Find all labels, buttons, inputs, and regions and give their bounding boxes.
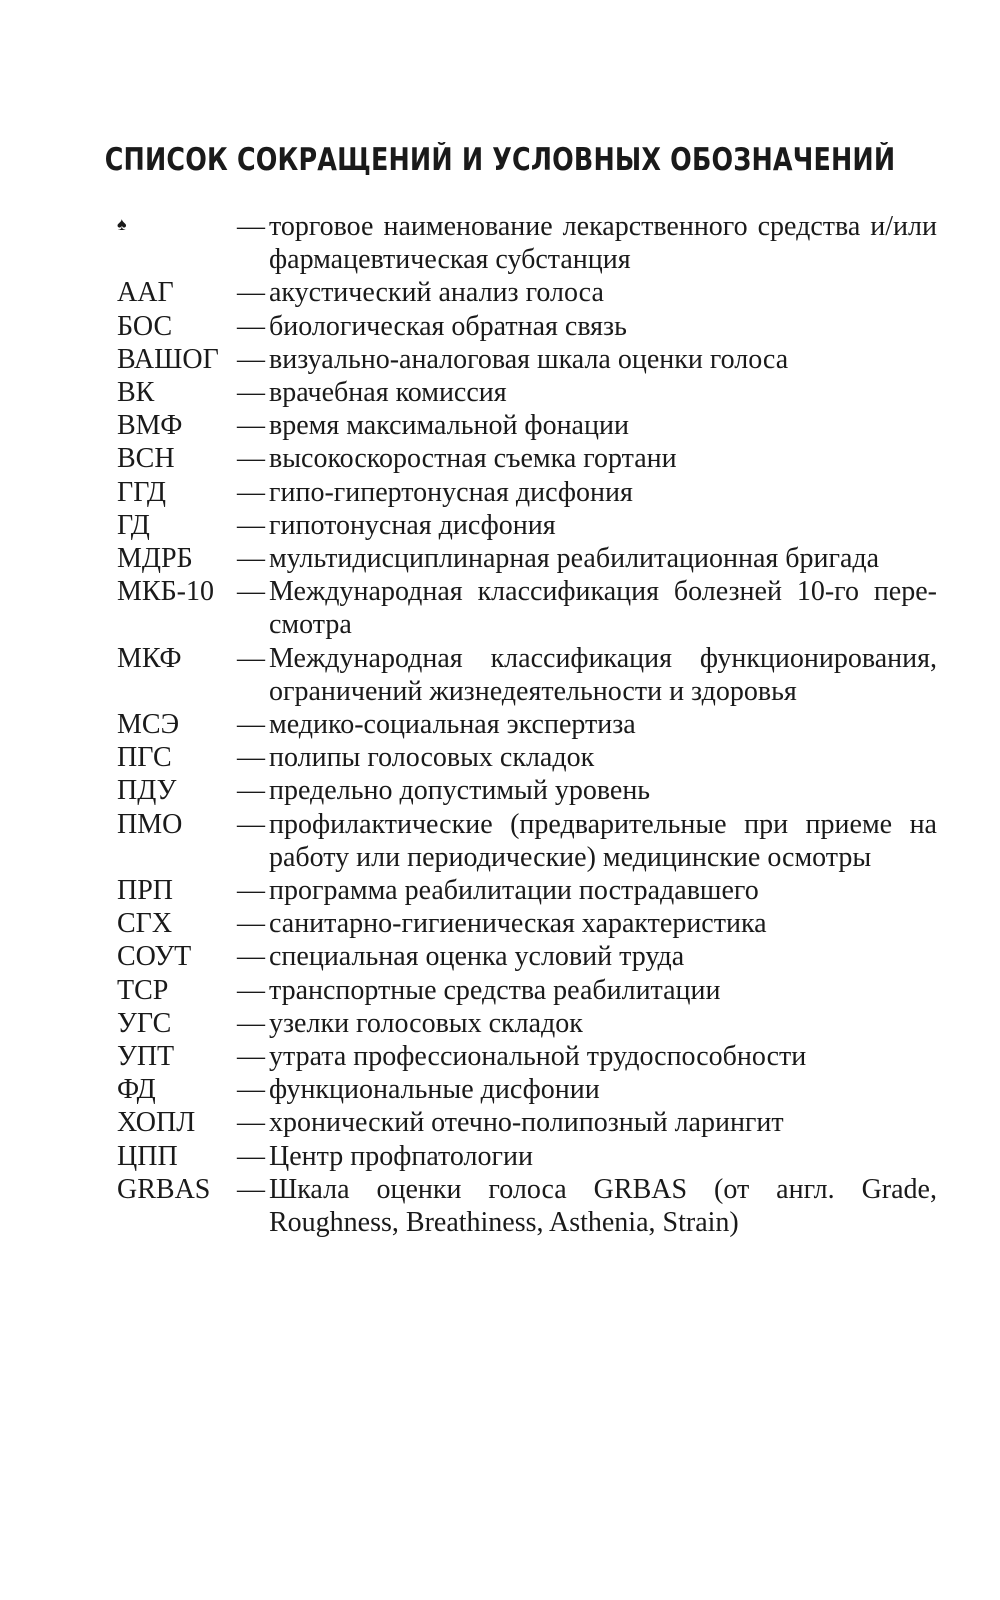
definition: санитарно-гигиеническая характеристика: [269, 908, 767, 940]
abbreviation: МСЭ: [117, 709, 180, 741]
dash-separator: —: [237, 742, 265, 774]
abbreviation-list: [117, 210, 937, 1239]
definition: Шкала оценки голоса GRBAS (от англ. Grade, Roughness, Breathiness, Asthenia, Strain): [269, 1173, 937, 1239]
dash-separator: —: [237, 377, 265, 409]
dash-separator: —: [237, 509, 265, 541]
abbreviation: ЦПП: [117, 1140, 178, 1172]
list-item: [117, 409, 937, 442]
abbreviation: GRBAS: [117, 1173, 211, 1205]
page-title: СПИСОК СОКРАЩЕНИЙ И УСЛОВНЫХ ОБОЗНАЧЕНИЙ: [104, 142, 896, 178]
dash-separator: —: [237, 543, 265, 575]
abbreviation: ТСР: [117, 974, 169, 1006]
dash-separator: —: [237, 775, 265, 807]
dash-separator: —: [237, 908, 265, 940]
definition: торговое наименование лекарственного средства и/или фармацевтическая субстанция: [269, 211, 937, 276]
dash-separator: —: [237, 410, 265, 442]
abbreviation: ВК: [117, 377, 155, 409]
dash-separator: —: [237, 642, 265, 674]
definition: биологическая обратная связь: [269, 310, 627, 342]
dash-separator: —: [237, 1140, 265, 1172]
list-item: [117, 907, 937, 940]
dash-separator: —: [237, 443, 265, 475]
definition: высокоскоростная съемка гортани: [269, 443, 677, 475]
abbreviation: СГХ: [117, 908, 173, 940]
definition: Международная классификация функционирования, ограничений жизнедеятельности и здоровья: [269, 642, 937, 707]
dash-separator: —: [237, 974, 265, 1006]
abbreviation: МКФ: [117, 642, 182, 674]
abbreviation: ВСН: [117, 443, 175, 475]
abbreviation: ААГ: [117, 277, 174, 309]
definition: Центр профпатологии: [269, 1140, 533, 1172]
dash-separator: —: [237, 1007, 265, 1039]
definition: хронический отечно-полипозный ларингит: [269, 1107, 784, 1139]
definition: Международная классификация болезней 10-го пересмотра: [269, 576, 937, 641]
dash-separator: —: [237, 875, 265, 907]
definition: полипы голосовых складок: [269, 742, 595, 774]
list-item: [117, 343, 937, 376]
definition: гипо-гипертонусная дисфония: [269, 476, 633, 508]
dash-separator: —: [237, 277, 265, 309]
list-item: [117, 1073, 937, 1106]
definition: функциональные дисфонии: [269, 1074, 600, 1106]
abbreviation: ВАШОГ: [117, 343, 219, 375]
list-item: [117, 310, 937, 343]
list-item: [117, 542, 937, 575]
abbreviation: ВМФ: [117, 410, 183, 442]
list-item: [117, 1106, 937, 1139]
abbreviation: МКБ-10: [117, 576, 214, 608]
definition: специальная оценка условий труда: [269, 941, 685, 973]
abbreviation: ГГД: [117, 476, 167, 508]
list-item: [117, 376, 937, 409]
list-item: [117, 874, 937, 907]
definition: визуально-аналоговая шкала оценки голоса: [269, 343, 789, 375]
dash-separator: —: [237, 343, 265, 375]
list-item: [117, 442, 937, 475]
dash-separator: —: [237, 808, 265, 840]
dash-separator: —: [237, 476, 265, 508]
dash-separator: —: [237, 576, 265, 608]
abbreviation: ХОПЛ: [117, 1107, 196, 1139]
definition: предельно допустимый уровень: [269, 775, 651, 807]
list-item: [117, 1007, 937, 1040]
list-item: [117, 509, 937, 542]
list-item: [117, 741, 937, 774]
list-item: [117, 1040, 937, 1073]
abbreviation: ФД: [117, 1074, 156, 1106]
list-item: [117, 1140, 937, 1173]
abbreviation: ПМО: [117, 808, 183, 840]
list-item: [117, 642, 937, 708]
list-item: [117, 940, 937, 973]
definition: мультидисциплинарная реабилитационная бригада: [269, 543, 880, 575]
list-item: [117, 210, 937, 276]
abbreviation: ПРП: [117, 875, 174, 907]
definition: гипотонусная дисфония: [269, 509, 556, 541]
abbreviation: ГД: [117, 509, 150, 541]
list-item: [117, 276, 937, 309]
list-item: [117, 974, 937, 1007]
dash-separator: —: [237, 941, 265, 973]
abbreviation: ПДУ: [117, 775, 177, 807]
definition: время максимальной фонации: [269, 410, 629, 442]
definition: врачебная комиссия: [269, 377, 507, 409]
abbreviation: СОУТ: [117, 941, 192, 973]
list-item: [117, 1173, 937, 1239]
definition: профилактические (предварительные при приеме на работу или периодические) медицинские осмотры: [269, 808, 937, 873]
dash-separator: —: [237, 211, 265, 242]
definition: узелки голосовых складок: [269, 1007, 583, 1039]
abbreviation: УПТ: [117, 1041, 175, 1073]
definition: медико-социальная экспертиза: [269, 709, 636, 741]
definition: транспортные средства реабилитации: [269, 974, 721, 1006]
abbreviation: МДРБ: [117, 543, 193, 575]
dash-separator: —: [237, 310, 265, 342]
abbreviation: ♠: [117, 214, 127, 234]
abbreviation: УГС: [117, 1007, 172, 1039]
list-item: [117, 808, 937, 874]
abbreviation: ПГС: [117, 742, 172, 774]
list-item: [117, 575, 937, 641]
dash-separator: —: [237, 1041, 265, 1073]
list-item: [117, 476, 937, 509]
abbreviation: БОС: [117, 310, 173, 342]
list-item: [117, 774, 937, 807]
dash-separator: —: [237, 1074, 265, 1106]
dash-separator: —: [237, 1107, 265, 1139]
dash-separator: —: [237, 1173, 265, 1205]
definition: программа реабилитации пострадавшего: [269, 875, 759, 907]
definition: утрата профессиональной трудоспособности: [269, 1041, 807, 1073]
list-item: [117, 708, 937, 741]
dash-separator: —: [237, 709, 265, 741]
definition: акустический анализ голоса: [269, 277, 604, 309]
